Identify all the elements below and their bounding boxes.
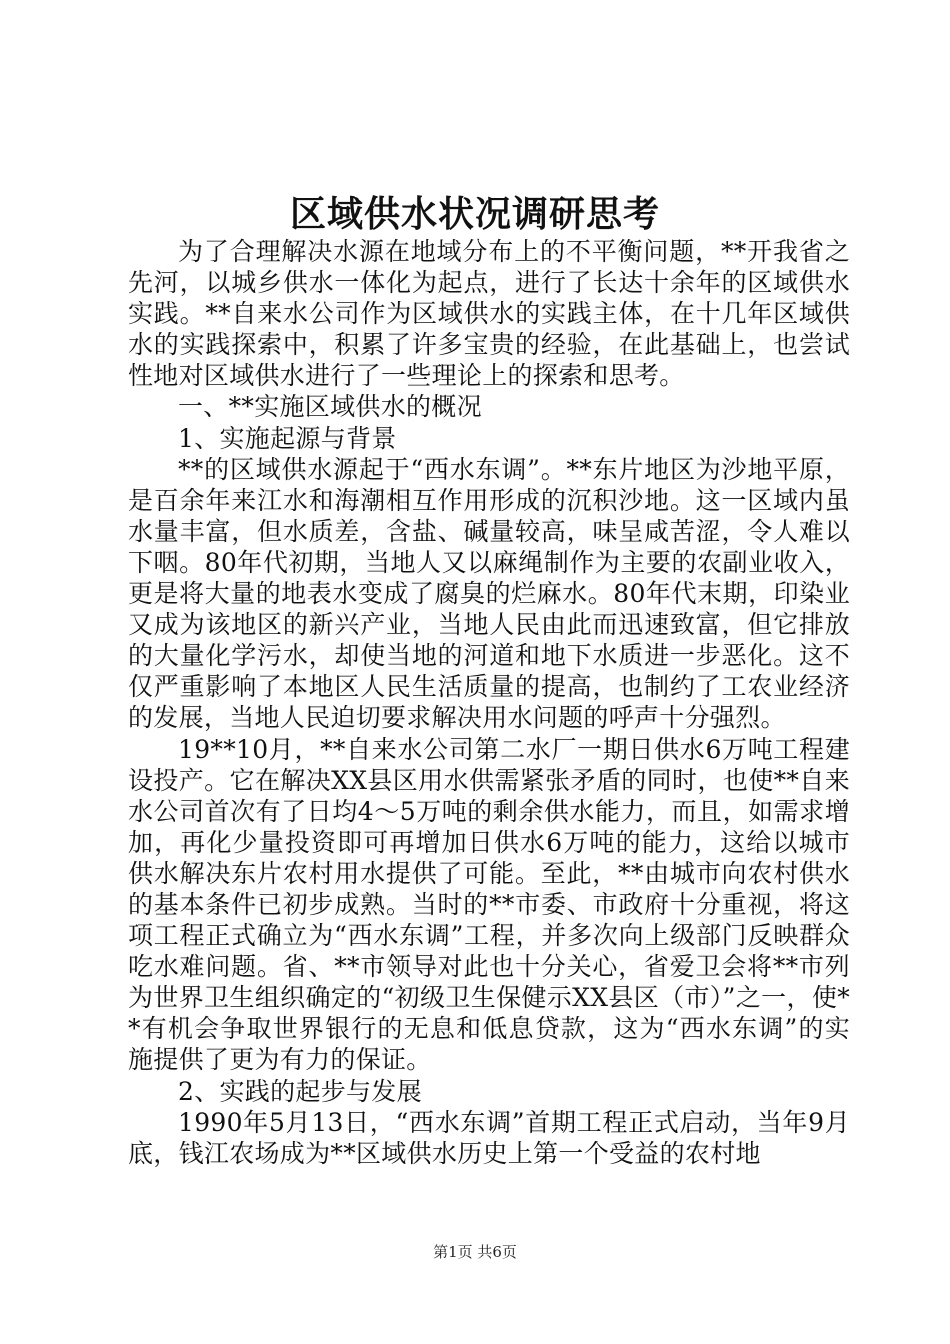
paragraph-development: 1990年5月13日，“西水东调”首期工程正式启动，当年9月底，钱江农场成为**区域供水历史上第一个受益的农村地 bbox=[128, 1107, 850, 1168]
subsection-heading-origin: 1、实施起源与背景 bbox=[178, 423, 397, 453]
subsection-heading-development: 2、实践的起步与发展 bbox=[178, 1076, 422, 1106]
paragraph-intro: 为了合理解决水源在地域分布上的不平衡问题，**开我省之先河，以城乡供水一体化为起点，进行了长达十余年的区域供水实践。**自来水公司作为区域供水的实践主体，在十几年区域供水的实践探索中，积累了许多宝贵的经验，在此基础上，也尝试性地对区域供水进行了一些理论上的探索和思考。 bbox=[128, 237, 850, 391]
page-number-footer: 第1页 共6页 bbox=[433, 1243, 517, 1261]
document-body bbox=[128, 236, 850, 1169]
section-heading-overview: 一、**实施区域供水的概况 bbox=[178, 392, 482, 422]
document-title: 区域供水状况调研思考 bbox=[289, 193, 660, 235]
paragraph-origin: **的区域供水源起于“西水东调”。**东片地区为沙地平原，是百余年来江水和海潮相互作用形成的沉积沙地。这一区域内虽水量丰富，但水质差，含盐、碱量较高，味呈咸苦涩，令人难以下咽。80年代初期，当地人又以麻绳制作为主要的农副业收入，更是将大量的地表水变成了腐臭的烂麻水。80年代末期，印染业又成为该地区的新兴产业，当地人民由此而迅速致富，但它排放的大量化学污水，却使当地的河道和地下水质进一步恶化。这不仅严重影响了本地区人民生活质量的提高，也制约了工农业经济的发展，当地人民迫切要求解决用水问题的呼声十分强烈。 bbox=[128, 454, 850, 733]
paragraph-waterworks: 19**10月，**自来水公司第二水厂一期日供水6万吨工程建设投产。它在解决XX县区用水供需紧张矛盾的同时，也使**自来水公司首次有了日均4～5万吨的剩余供水能力，而且，如需求增加，再化少量投资即可再增加日供水6万吨的能力，这给以城市供水解决东片农村用水提供了可能。至此，**由城市向农村供水的基本条件已初步成熟。当时的**市委、市政府十分重视，将这项工程正式确立为“西水东调”工程，并多次向上级部门反映群众吃水难问题。省、**市领导对此也十分关心，省爱卫会将**市列为世界卫生组织确定的“初级卫生保健示XX县区（市）”之一，使**有机会争取世界银行的无息和低息贷款，这为“西水东调”的实施提供了更为有力的保证。 bbox=[128, 734, 850, 1075]
